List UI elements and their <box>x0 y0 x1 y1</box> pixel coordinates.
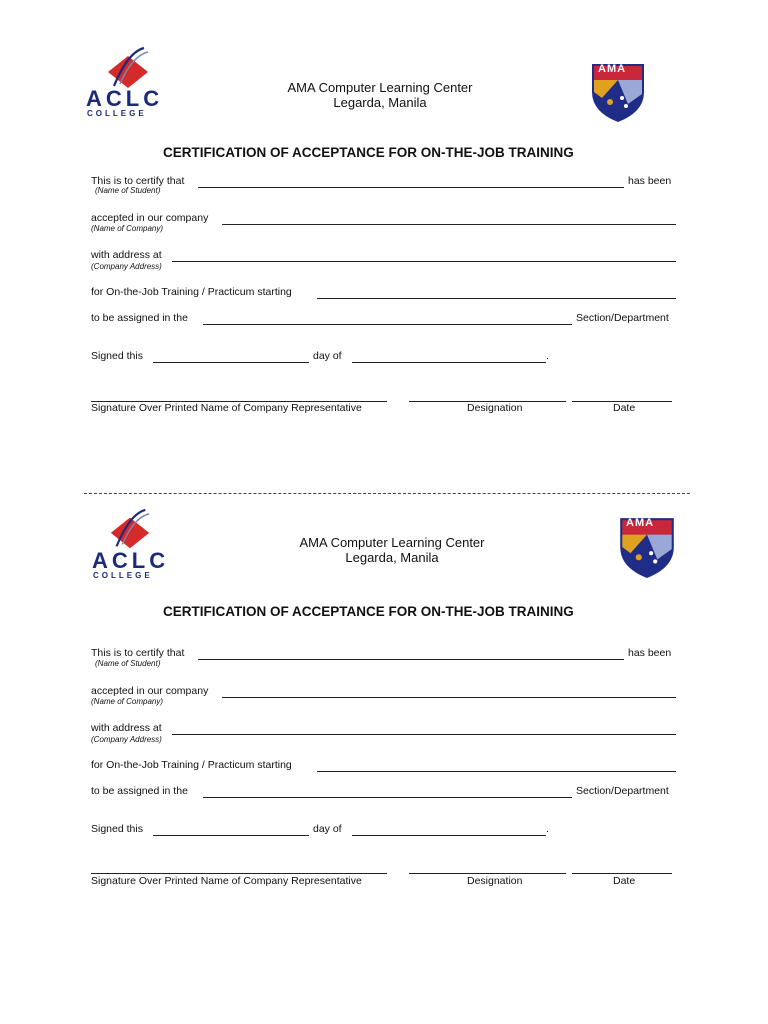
has-been-label: has been <box>628 175 672 187</box>
student-name-hint: (Name of Student) <box>95 186 161 195</box>
aclc-college-logo <box>84 46 172 120</box>
certify-label: This is to certify that <box>91 175 185 187</box>
cut-line-separator <box>84 493 690 494</box>
company-address-field[interactable] <box>172 261 676 262</box>
assigned-label: to be assigned in the <box>91 312 188 324</box>
has-been-label: has been <box>628 647 672 659</box>
period: . <box>546 350 549 362</box>
student-name-hint: (Name of Student) <box>95 659 161 668</box>
signature-label: Signature Over Printed Name of Company Representative <box>91 402 362 414</box>
date-label: Date <box>613 402 636 414</box>
institution-name: AMA Computer Learning Center <box>287 80 473 95</box>
signed-label: Signed this <box>91 823 143 835</box>
address-label: with address at <box>91 249 162 261</box>
ama-shield-logo <box>588 58 648 124</box>
signed-label: Signed this <box>91 350 143 362</box>
signature-label: Signature Over Printed Name of Company Representative <box>91 875 362 887</box>
ama-shield-logo <box>616 512 678 580</box>
certification-title: CERTIFICATION OF ACCEPTANCE FOR ON-THE-JOB TRAINING <box>163 145 574 160</box>
ojt-start-field[interactable] <box>317 298 676 299</box>
college-wordmark: COLLEGE <box>93 571 153 580</box>
day-of-label: day of <box>313 823 342 835</box>
certify-label: This is to certify that <box>91 647 185 659</box>
company-name-field[interactable] <box>222 697 676 698</box>
aclc-college-logo <box>84 508 176 582</box>
signed-month-field[interactable] <box>352 362 546 363</box>
student-name-field[interactable] <box>198 187 624 188</box>
signed-day-field[interactable] <box>153 362 309 363</box>
signature-field[interactable] <box>91 873 387 874</box>
accepted-label: accepted in our company <box>91 685 209 697</box>
assigned-label: to be assigned in the <box>91 785 188 797</box>
company-address-hint: (Company Address) <box>91 735 162 744</box>
ojt-label: for On-the-Job Training / Practicum starting <box>91 759 292 771</box>
section-label: Section/Department <box>576 312 669 324</box>
period: . <box>546 823 549 835</box>
day-of-label: day of <box>313 350 342 362</box>
signed-month-field[interactable] <box>352 835 546 836</box>
company-name-hint: (Name of Company) <box>91 224 164 233</box>
section-field[interactable] <box>203 324 572 325</box>
company-name-hint: (Name of Company) <box>91 697 164 706</box>
company-address-field[interactable] <box>172 734 676 735</box>
college-wordmark: COLLEGE <box>87 109 147 118</box>
designation-label: Designation <box>467 402 523 414</box>
certification-title: CERTIFICATION OF ACCEPTANCE FOR ON-THE-JOB TRAINING <box>163 604 574 619</box>
date-label: Date <box>613 875 636 887</box>
date-field[interactable] <box>572 873 672 874</box>
student-name-field[interactable] <box>198 659 624 660</box>
company-address-hint: (Company Address) <box>91 262 162 271</box>
ama-wordmark: AMA <box>598 63 627 75</box>
institution-location: Legarda, Manila <box>345 550 439 565</box>
signed-day-field[interactable] <box>153 835 309 836</box>
designation-field[interactable] <box>409 873 566 874</box>
institution-name: AMA Computer Learning Center <box>299 535 485 550</box>
ojt-label: for On-the-Job Training / Practicum starting <box>91 286 292 298</box>
company-name-field[interactable] <box>222 224 676 225</box>
designation-label: Designation <box>467 875 523 887</box>
accepted-label: accepted in our company <box>91 212 209 224</box>
address-label: with address at <box>91 722 162 734</box>
institution-location: Legarda, Manila <box>333 95 427 110</box>
aclc-wordmark: ACLC <box>92 548 170 573</box>
section-field[interactable] <box>203 797 572 798</box>
ojt-start-field[interactable] <box>317 771 676 772</box>
section-label: Section/Department <box>576 785 669 797</box>
aclc-wordmark: ACLC <box>86 86 164 111</box>
ama-wordmark: AMA <box>626 517 655 529</box>
